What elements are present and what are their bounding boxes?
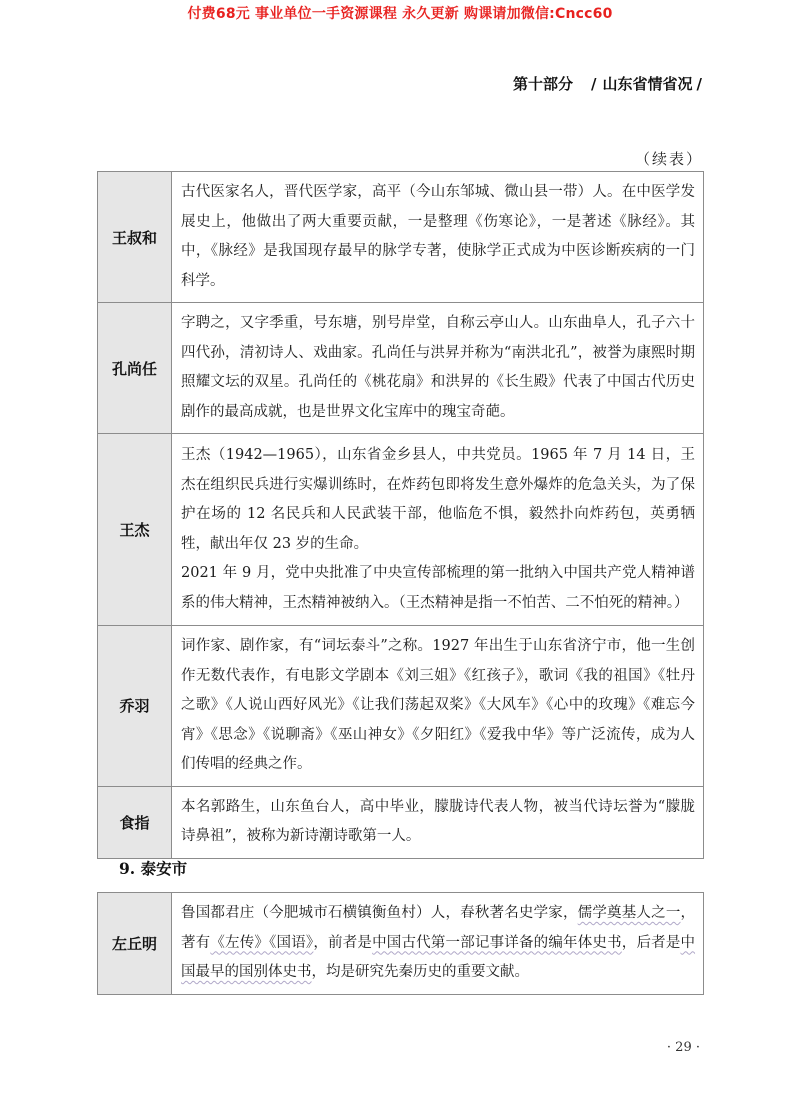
person-name: 孔尚任 xyxy=(98,303,172,434)
running-head-part: 第十部分 xyxy=(513,75,574,93)
continued-label: （续表） xyxy=(634,150,703,168)
person-name: 王杰 xyxy=(98,434,172,626)
description-paragraph xyxy=(181,899,695,988)
table-row xyxy=(98,434,704,626)
person-description xyxy=(172,893,704,995)
person-description xyxy=(172,626,704,787)
running-head-end-separator: / xyxy=(696,75,702,93)
highlighted-phrase: 中国古代第一部记事详备的编年体史书 xyxy=(372,934,622,951)
taian-table xyxy=(97,892,704,995)
text-segment: ，均是研究先秦历史的重要文献。 xyxy=(311,964,529,980)
people-table xyxy=(97,171,704,859)
description-paragraph: 词作家、剧作家，有“词坛泰斗”之称。1927 年出生于山东省济宁市，他一生创作无数代表作，有电影文学剧本《刘三姐》《红孩子》，歌词《我的祖国》《牡丹之歌》《人说山西好风光》《让我们荡起双桨》《大风车》《心中的玫瑰》《难忘今宵》《思念》《说聊斋》《巫山神女》《夕阳红》《爱我中华》等广泛流传，成为人们传唱的经典之作。 xyxy=(181,638,695,772)
text-segment: ，前者是 xyxy=(313,934,373,951)
highlighted-phrase: 《左传》《国语》 xyxy=(210,934,314,951)
section-heading: 9. 泰安市 xyxy=(119,859,188,878)
table-row xyxy=(98,303,704,434)
person-name: 王叔和 xyxy=(98,172,172,303)
person-name: 食指 xyxy=(98,786,172,858)
promo-banner: 付费68元 事业单位一手资源课程 永久更新 购课请加微信:Cncc60 xyxy=(187,6,613,22)
highlighted-phrase: 中国最早的国别体史书 xyxy=(181,934,696,980)
text-segment: ，著有 xyxy=(181,905,696,951)
person-description xyxy=(172,786,704,858)
table-row xyxy=(98,893,704,995)
text-segment: ，后者是 xyxy=(621,934,681,951)
running-head xyxy=(513,73,702,94)
table-row xyxy=(98,626,704,787)
highlighted-phrase: 儒学奠基人之一 xyxy=(577,905,681,921)
page-number: · 29 · xyxy=(666,1040,700,1055)
table-row xyxy=(98,786,704,858)
person-description xyxy=(172,303,704,434)
description-paragraph: 字聘之，又字季重，号东塘，别号岸堂，自称云亭山人。山东曲阜人，孔子六十四代孙，清初诗人、戏曲家。孔尚任与洪昇并称为“南洪北孔”，被誉为康熙时期照耀文坛的双星。孔尚任的《桃花扇》和洪昇的《长生殿》代表了中国古代历史剧作的最高成就，也是世界文化宝库中的瑰宝奇葩。 xyxy=(181,315,695,420)
table-row xyxy=(98,172,704,303)
person-name: 乔羽 xyxy=(98,626,172,787)
person-description xyxy=(172,434,704,626)
person-description xyxy=(172,172,704,303)
person-name: 左丘明 xyxy=(98,893,172,995)
description-paragraph: 古代医家名人，晋代医学家，高平（今山东邹城、微山县一带）人。在中医学发展史上，他做出了两大重要贡献，一是整理《伤寒论》，一是著述《脉经》。其中，《脉经》是我国现存最早的脉学专著，使脉学正式成为中医诊断疾病的一门科学。 xyxy=(181,184,695,289)
description-paragraph: 王杰（1942—1965），山东省金乡县人，中共党员。1965 年 7 月 14 日，王杰在组织民兵进行实爆训练时，在炸药包即将发生意外爆炸的危急关头，为了保护在场的 12 名民兵和人民武装干部，他临危不惧，毅然扑向炸药包，英勇牺牲，献出年仅 23 岁的生命。 xyxy=(181,447,695,552)
description-paragraph: 本名郭路生，山东鱼台人，高中毕业，朦胧诗代表人物，被当代诗坛誉为“朦胧诗鼻祖”，被称为新诗潮诗歌第一人。 xyxy=(181,798,695,844)
text-segment: 鲁国都君庄（今肥城市石横镇衡鱼村）人，春秋著名史学家， xyxy=(181,905,578,921)
description-paragraph: 2021 年 9 月，党中央批准了中央宣传部梳理的第一批纳入中国共产党人精神谱系的伟大精神，王杰精神被纳入。（王杰精神是指一不怕苦、二不怕死的精神。） xyxy=(181,565,695,611)
running-head-separator: / xyxy=(591,75,597,93)
running-head-section: 山东省情省况 xyxy=(602,75,693,93)
